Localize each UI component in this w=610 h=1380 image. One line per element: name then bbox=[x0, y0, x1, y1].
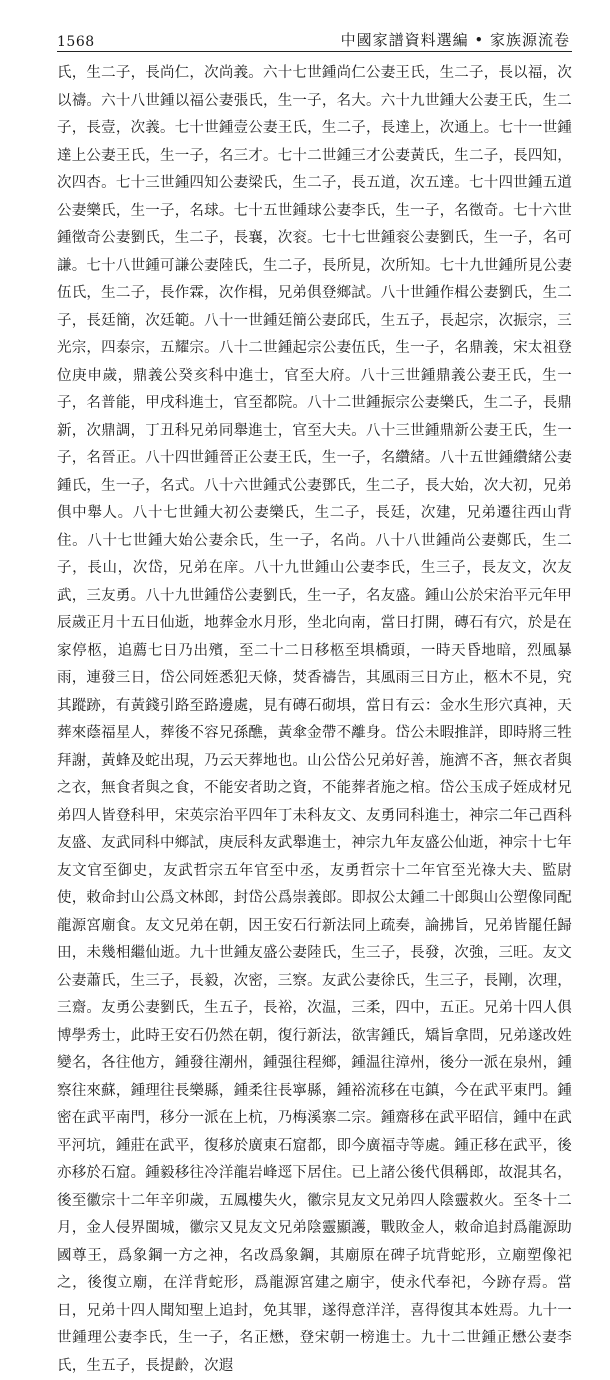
body-text: 氏，生二子，長尚仁，次尚義。六十七世鍾尚仁公妻王氏，生二子，長以福，次以禱。六十八世鍾以福公妻張氏，生一子，名大。六十九世鍾大公妻王氏，生二子，長壹，次義。七十世鍾壹公妻王氏，生二子，長達上，次通上。七十一世鍾達上公妻王氏，生一子，名三才。七十二世鍾三才公妻黃氏，生二子，長四知，次四杏。七十三世鍾四知公妻梁氏，生二子，長五道，次五達。七十四世鍾五道公妻樂氏，生一子，名球。七十五世鍾球公妻李氏，生一子，名徵奇。七十六世鍾徵奇公妻劉氏，生二子，長襄，次衮。七十七世鍾衮公妻劉氏，生一子，名可謙。七十八世鍾可謙公妻陸氏，生二子，長所見，次所知。七十九世鍾所見公妻伍氏，生二子，長作霖，次作楫，兄弟俱登鄉試。八十世鍾作楫公妻劉氏，生二子，長廷簡，次廷範。八十一世鍾廷簡公妻邱氏，生五子，長起宗，次振宗，三光宗，四泰宗，五耀宗。八十二世鍾起宗公妻伍氏，生一子，名鼎義，宋太祖登位庚申歲，鼎義公癸亥科中進士，官至大府。八十三世鍾鼎義公妻王氏，生一子，名普能，甲戌科進士，官至都院。八十二世鍾振宗公妻樂氏，生二子，長鼎新，次鼎調，丁丑科兄弟同舉進士，官至大夫。八十三世鍾鼎新公妻王氏，生一子，名晉正。八十四世鍾晉正公妻王氏，生一子，名纘緒。八十五世鍾纘緒公妻鍾氏，生一子，名式。八十六世鍾式公妻鄧氏，生二子，長大始，次大初，兄弟俱中舉人。八十七世鍾大初公妻樂氏，生二子，長廷，次建，兄弟遷往西山背住。八十七世鍾大始公妻余氏，生一子，名尚。八十八世鍾尚公妻鄭氏，生二子，長山，次岱，兄弟在庠。八十九世鍾山公妻李氏，生三子，長友文，次友武，三友勇。八十九世鍾岱公妻劉氏，生一子，名友盛。鍾山公於宋治平元年甲辰歲正月十五日仙逝，地葬金水月形，坐北向南，當日打開，磚石有穴，於是在家停柩，追薦七日乃出殯，至二十二日移柩至埧橋頭，一時天昏地暗，烈風暴雨，連發三日，岱公同姪悉犯天條，焚香禱告，其風雨三日方止，柩木不見，究其蹤跡，有黃錢引路至路邊處，見有磚石砌埧，當日有云：金水生形穴真神，天葬來蔭福星人，葬後不容兄孫醮，黃傘金帶不離身。岱公未暇推詳，即時將三牲拜謝，黃蜂及蛇出現，乃云天葬地也。山公岱公兄弟好善，施濟不吝，無衣者與之衣，無食者與之食，不能安者助之資，不能葬者施之棺。岱公玉成子姪成材兄弟四人皆登科甲，宋英宗治平四年丁未科友文、友勇同科進士，神宗二年己酉科友盛、友武同科中鄉試，庚辰科友武舉進士，神宗九年友盛公仙逝，神宗十七年友文官至御史，友武哲宗五年官至中丞，友勇哲宗十二年官至光祿大夫、監尉使，敕命封山公爲文林郎，封岱公爲崇義郎。即叔公太鍾二十郎與山公塑像同配龍源宮廟食。友文兄弟在朝，因王安石行新法同上疏奏，論拂旨，兄弟皆罷任歸田，未幾相繼仙逝。九十世鍾友盛公妻陸氏，生三子，長發，次強，三旺。友文公妻蕭氏，生三子，長毅，次密，三察。友武公妻徐氏，生三子，長剛，次理，三齋。友勇公妻劉氏，生五子，長裕，次温，三柔，四中，五正。兄弟十四人俱博學秀士，此時王安石仍然在朝，復行新法，欲害鍾氏，矯旨拿問，兄弟遂改姓變名，各往他方，鍾發往潮州，鍾强往程鄉，鍾温往漳州，後分一派在泉州，鍾察往來蘇，鍾理往長樂縣，鍾柔往長寧縣，鍾裕流移在屯鎮，今在武平東門。鍾密在武平南門，移分一派在上杭，乃梅溪寨二宗。鍾齋移在武平昭信，鍾中在武平河坑，鍾莊在武平，復移於廣東石窟都，即今廣福寺等處。鍾正移在武平，後亦移於石窟。鍾毅移往冷洋龍岩峰逕下居住。已上諸公後代俱稱郎，故混其名，後至徽宗十二年辛卯歲，五鳳樓失火，徽宗見友文兄弟四人陰靈救火。至冬十二月，金人侵界閩城，徽宗又見友文兄弟陰靈顯護，戰敗金人，敕命追封爲龍源助國尊王，爲象鋼一方之神，名改爲象鋼，其廟原在碑子坑背蛇形，立廟塑像祀之，後復立廟，在洋背蛇形，爲龍源宮建之廟宇，使永代奉祀，今跡存焉。當日，兄弟十四人聞知聖上追封，免其罪，遂得意洋洋，喜得復其本姓焉。九十一世鍾理公妻李氏，生一子，名正懋，登宋朝一榜進士。九十二世鍾正懋公妻李氏，生五子，長提齡，次遐 bbox=[57, 65, 572, 1374]
page-number: 1568 bbox=[57, 34, 95, 50]
page-header bbox=[57, 24, 570, 50]
header-rule bbox=[57, 51, 572, 52]
running-title: 中國家譜資料選編 • 家族源流卷 bbox=[340, 31, 570, 49]
